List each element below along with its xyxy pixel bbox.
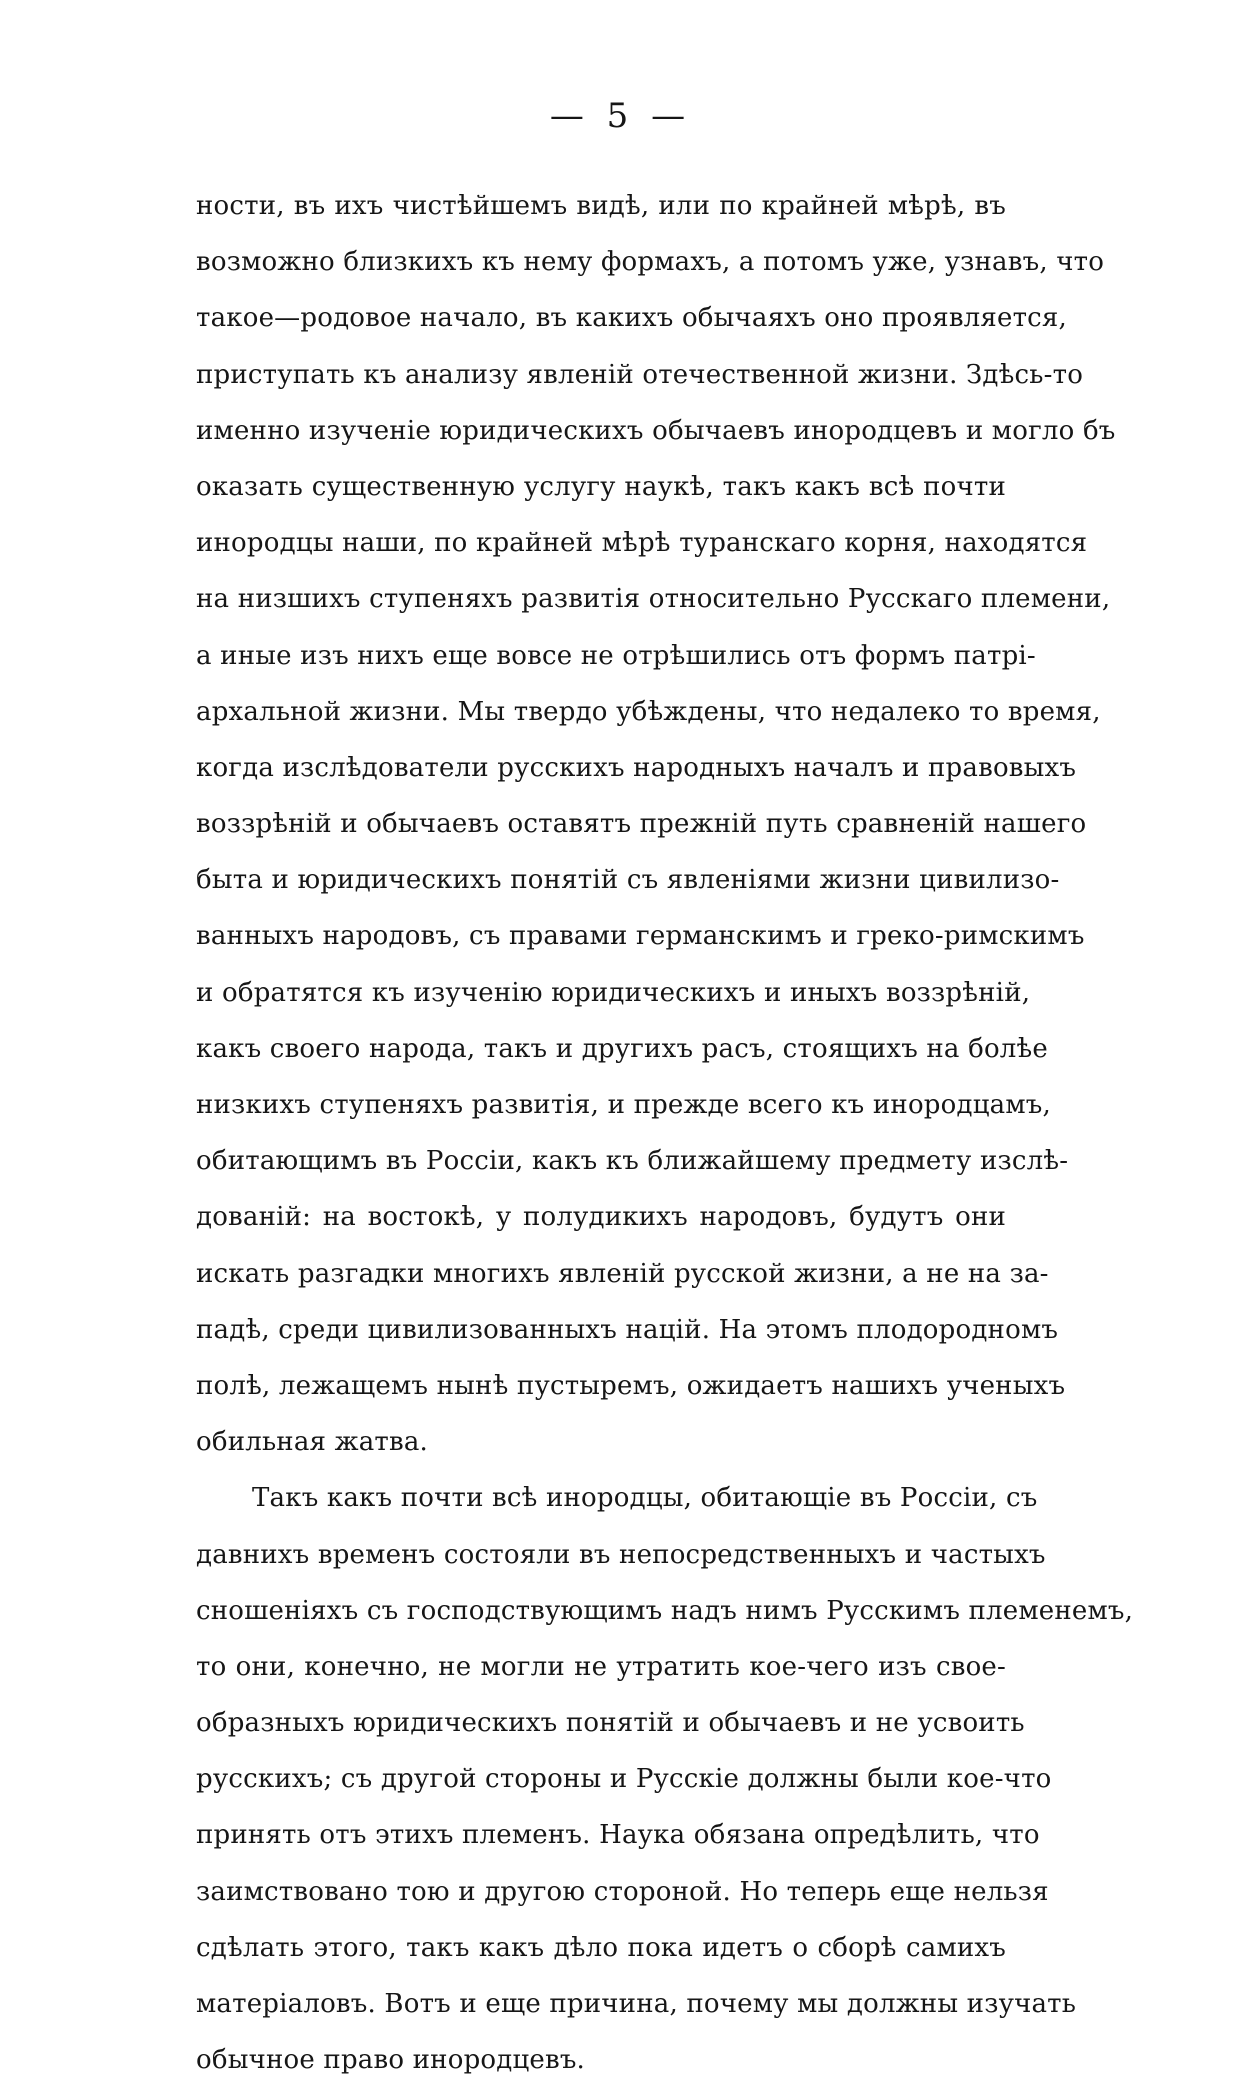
text-line: русскихъ; съ другой стороны и Русскіе должны были кое-что <box>196 1764 1052 1795</box>
text-line: образныхъ юридическихъ понятій и обычаевъ и не усвоить <box>196 1708 1025 1739</box>
text-line: когда изслѣдователи русскихъ народныхъ началъ и правовыхъ <box>196 752 1077 783</box>
text-line: то они, конечно, не могли не утратить кое-чего изъ свое- <box>196 1651 1006 1682</box>
paragraph-2 <box>196 1470 1134 2088</box>
text-line: а иные изъ нихъ еще вовсе не отрѣшились отъ формъ патрі- <box>196 640 1036 671</box>
text-line: ванныхъ народовъ, съ правами германскимъ и греко-римскимъ <box>196 921 1085 952</box>
text-line: инородцы наши, по крайней мѣрѣ туранскаго корня, находятся <box>196 528 1088 559</box>
text-line: именно изученіе юридическихъ обычаевъ инородцевъ и могло бъ <box>196 415 1116 446</box>
text-line: обильная жатва. <box>196 1427 429 1458</box>
text-line: оказать существенную услугу наукѣ, такъ какъ всѣ почти <box>196 471 1006 502</box>
text-line: на низшихъ ступеняхъ развитія относительно Русскаго племени, <box>196 584 1111 615</box>
text-line: какъ своего народа, такъ и другихъ расъ, стоящихъ на болѣе <box>196 1033 1048 1064</box>
text-line: сношеніяхъ съ господствующимъ надъ нимъ Русскимъ племенемъ, <box>196 1595 1134 1626</box>
text-line: заимствовано тою и другою стороной. Но теперь еще нельзя <box>196 1876 1049 1907</box>
text-line: давнихъ временъ состояли въ непосредственныхъ и частыхъ <box>196 1539 1046 1570</box>
text-line: принять отъ этихъ племенъ. Наука обязана опредѣлить, что <box>196 1820 1040 1851</box>
text-line: ности, въ ихъ чистѣйшемъ видѣ, или по крайней мѣрѣ, въ <box>196 191 1006 221</box>
text-line: полѣ, лежащемъ нынѣ пустыремъ, ожидаетъ нашихъ ученыхъ <box>196 1370 1066 1401</box>
text-line: приступать къ анализу явленій отечественной жизни. Здѣсь-то <box>196 359 1084 390</box>
text-line: и обратятся къ изученію юридическихъ и иныхъ воззрѣній, <box>196 977 1031 1008</box>
text-line: искать разгадки многихъ явленій русской жизни, а не на за- <box>196 1258 1049 1289</box>
text-line: воззрѣній и обычаевъ оставятъ прежній путь сравненій нашего <box>196 809 1087 840</box>
text-line: низкихъ ступеняхъ развитія, и прежде всего къ инородцамъ, <box>196 1090 1051 1120</box>
text-line: падѣ, среди цивилизованныхъ націй. На этомъ плодородномъ <box>196 1314 1059 1345</box>
page-number: — 5 — <box>549 96 692 136</box>
paragraph-1 <box>196 178 1116 1470</box>
text-line: такое—родовое начало, въ какихъ обычаяхъ оно проявляется, <box>196 303 1067 334</box>
text-line: возможно близкихъ къ нему формахъ, а потомъ уже, узнавъ, что <box>196 247 1105 278</box>
text-line: обычное право инородцевъ. <box>196 2045 586 2076</box>
text-line: дованій: на востокѣ, у полудикихъ народовъ, будутъ они <box>196 1202 1006 1233</box>
text-line: матеріаловъ. Вотъ и еще причина, почему мы должны изучать <box>196 1989 1077 2019</box>
text-line: быта и юридическихъ понятій съ явленіями жизни цивилизо- <box>196 865 1060 896</box>
text-line: архальной жизни. Мы твердо убѣждены, что недалеко то время, <box>196 696 1101 727</box>
text-line: обитающимъ въ Россіи, какъ къ ближайшему предмету изслѣ- <box>196 1146 1069 1177</box>
text-block <box>196 178 1134 2088</box>
text-line: Такъ какъ почти всѣ инородцы, обитающіе въ Россіи, съ <box>252 1483 1038 1514</box>
text-line: сдѣлать этого, такъ какъ дѣло пока идетъ о сборѣ самихъ <box>196 1932 1006 1963</box>
